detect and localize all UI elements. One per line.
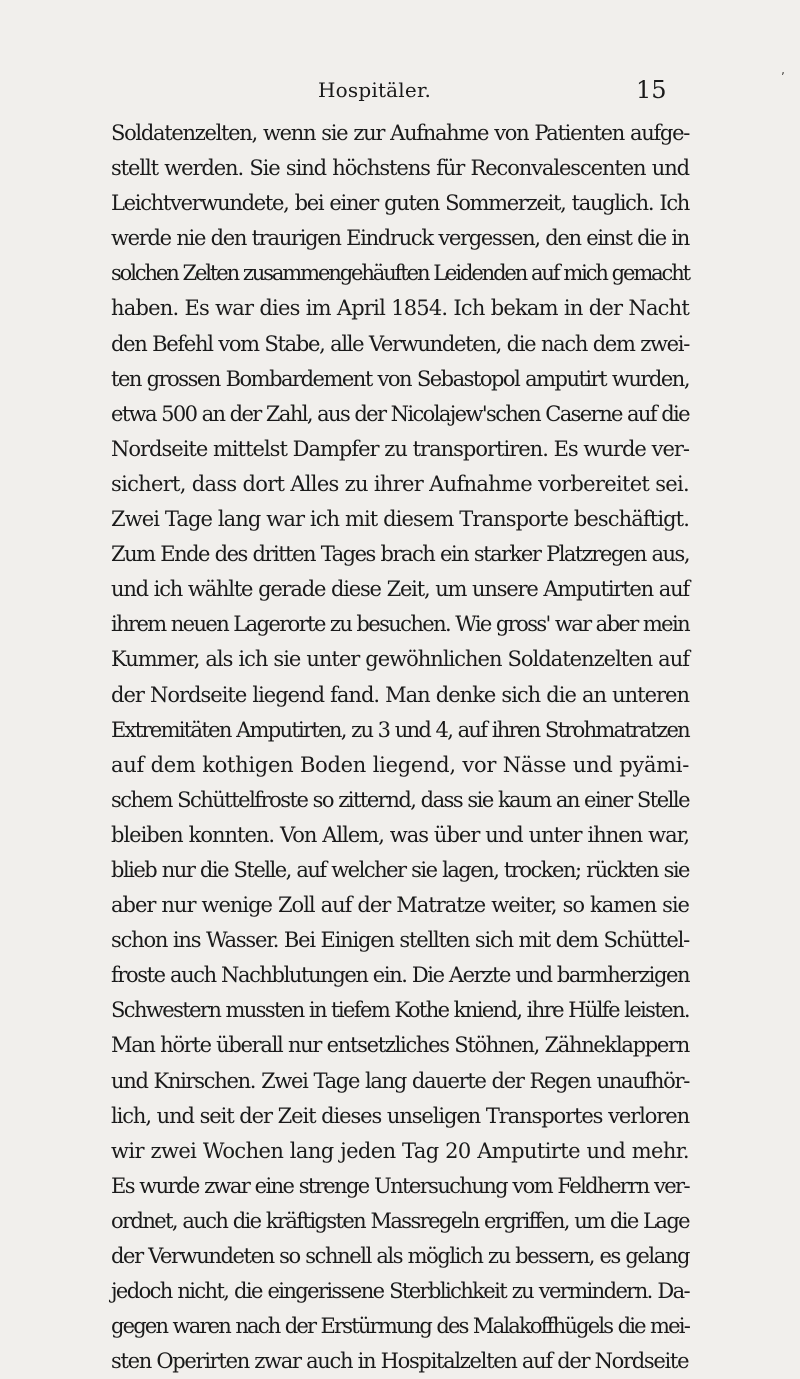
ink-speck-top-right: ʼ <box>781 70 785 84</box>
text-line: wir zwei Wochen lang jeden Tag 20 Amputirte und mehr. <box>111 1138 689 1163</box>
text-line: Schwestern mussten in tiefem Kothe kniend, ihre Hülfe leisten. <box>111 998 689 1023</box>
text-line: Nordseite mittelst Dampfer zu transportiren. Es wurde ver- <box>111 436 689 461</box>
body-text <box>111 116 689 1379</box>
text-line: jedoch nicht, die eingerissene Sterblichkeit zu vermindern. Da- <box>111 1279 689 1304</box>
text-line: ihrem neuen Lagerorte zu besuchen. Wie gross' war aber mein <box>111 612 689 637</box>
text-line: lich, und seit der Zeit dieses unseligen Transportes verloren <box>111 1103 689 1128</box>
text-line: schon ins Wasser. Bei Einigen stellten sich mit dem Schüttel- <box>111 928 689 953</box>
text-line: Man hörte überall nur entsetzliches Stöhnen, Zähneklappern <box>111 1033 689 1058</box>
text-line: aber nur wenige Zoll auf der Matratze weiter, so kamen sie <box>111 893 689 918</box>
text-line: Leichtverwundete, bei einer guten Sommerzeit, tauglich. Ich <box>111 191 689 216</box>
running-head: Hospitäler. <box>318 78 432 102</box>
text-line: der Verwundeten so schnell als möglich zu bessern, es gelang <box>111 1244 689 1268</box>
page-number: 15 <box>636 76 667 104</box>
text-line: bleiben konnten. Von Allem, was über und unter ihnen war, <box>111 822 689 847</box>
text-line: froste auch Nachblutungen ein. Die Aerzte und barmherzigen <box>111 963 690 988</box>
text-line: Kummer, als ich sie unter gewöhnlichen Soldatenzelten auf <box>111 647 689 672</box>
text-line: Soldatenzelten, wenn sie zur Aufnahme von Patienten aufge- <box>111 121 689 145</box>
text-line: Zum Ende des dritten Tages brach ein starker Platzregen aus, <box>111 542 689 567</box>
text-line: und ich wählte gerade diese Zeit, um unsere Amputirten auf <box>111 577 689 602</box>
text-line: solchen Zelten zusammengehäuften Leidenden auf mich gemacht <box>111 261 689 286</box>
text-line: blieb nur die Stelle, auf welcher sie lagen, trocken; rückten sie <box>111 857 689 882</box>
text-line: schem Schüttelfroste so zitternd, dass sie kaum an einer Stelle <box>111 787 689 812</box>
text-line: Es wurde zwar eine strenge Untersuchung vom Feldherrn ver- <box>111 1173 689 1198</box>
text-line: etwa 500 an der Zahl, aus der Nicolajew'schen Caserne auf die <box>111 401 689 426</box>
text-line: stellt werden. Sie sind höchstens für Reconvalescenten und <box>111 156 689 181</box>
page-header <box>0 78 800 108</box>
text-line: Extremitäten Amputirten, zu 3 und 4, auf ihren Strohmatratzen <box>111 717 689 742</box>
text-line: den Befehl vom Stabe, alle Verwundeten, die nach dem zwei- <box>111 331 689 356</box>
text-line: auf dem kothigen Boden liegend, vor Nässe und pyämi- <box>111 752 689 777</box>
text-line: werde nie den traurigen Eindruck vergessen, den einst die in <box>111 226 689 251</box>
text-line: haben. Es war dies im April 1854. Ich bekam in der Nacht <box>111 296 689 321</box>
text-line: ordnet, auch die kräftigsten Massregeln ergriffen, um die Lage <box>111 1208 689 1233</box>
text-line: gegen waren nach der Erstürmung des Malakoffhügels die mei- <box>111 1314 689 1339</box>
text-line: sten Operirten zwar auch in Hospitalzelten auf der Nordseite <box>111 1349 689 1374</box>
text-line: der Nordseite liegend fand. Man denke sich die an unteren <box>111 682 689 707</box>
text-line: sichert, dass dort Alles zu ihrer Aufnahme vorbereitet sei. <box>111 471 689 496</box>
text-line: ten grossen Bombardement von Sebastopol amputirt wurden, <box>111 366 689 391</box>
text-line: und Knirschen. Zwei Tage lang dauerte der Regen unaufhör- <box>111 1068 689 1093</box>
text-line: Zwei Tage lang war ich mit diesem Transporte beschäftigt. <box>111 507 689 532</box>
